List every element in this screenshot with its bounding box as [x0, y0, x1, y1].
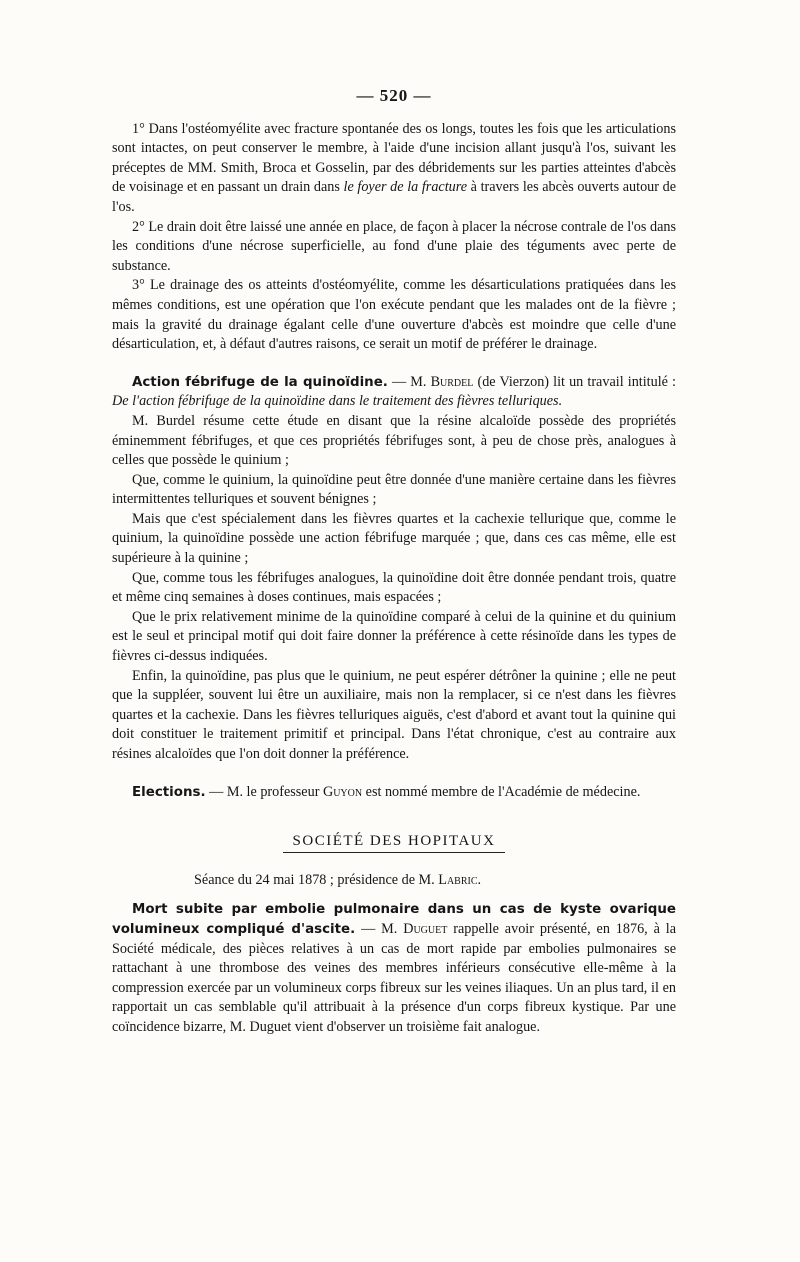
mort-heading: Mort subite par embolie pulmonaire dans un cas de kyste ovarique volumineux compliqué d'ascite.: [112, 902, 676, 937]
action-work-title: De l'action fébrifuge de la quinoïdine dans le traitement des fièvres telluriques.: [112, 393, 563, 410]
mort-body: rappelle avoir présenté, en 1876, à la Société médicale, des pièces relatives à un cas de mort rapide par embolies pulmonaires se rattachant à une thrombose des veines des membres inférieurs consécutive elle-même à la compression exercée par un volumineux corps fibreux sur les veines iliaques. Un an plus tard, il en rapportait un cas semblable qu'il attribuait à la présence d'un corps fibreux kystique. Par une coïncidence bizarre, M. Duguet vient d'observer un troisième fait analogue.: [112, 920, 677, 1035]
section-title-text: SOCIÉTÉ DES HOPITAUX: [283, 832, 506, 853]
para-1-lead: 1° Dans l'ostéomyélite avec fracture spontanée des os longs, toutes les fois que les articulations sont intactes, on peut conserver le membre, à l'aide d'une incision allant jusqu'à l'os, suivant les préceptes de MM. Smith, Broca et Gosselin, par des débridements sur les parties atteintes d'abcès de voisinage et en passant un drain dans: [112, 120, 676, 196]
seance-text: Séance du 24 mai 1878 ; présidence de M.: [194, 871, 439, 888]
text-column: [112, 86, 676, 1038]
elections-rest: est nommé membre de l'Académie de médecine.: [362, 783, 641, 800]
elections-paragraph: [112, 783, 676, 803]
action-paragraph-5: Que le prix relativement minime de la quinoïdine comparé à celui de la quinine et du quinium est le seul et principal motif qui doit faire donner la préférence à cette résinoïde dans les types de fièvres ci-dessus indiquées.: [112, 608, 676, 665]
paragraph-osteomyelite-3: 3° Le drainage des os atteints d'ostéomyélite, comme les désarticulations pratiquées dans les mêmes conditions, est une opération que l'on exécute pendant que les malades ont de la fièvre ; mais la gravité du drainage égalant celle d'une ouverture d'abcès est moindre que celle d'une désarticulation, et, à défaut d'autres raisons, ce serait un motif de préférer le drainage.: [112, 277, 676, 353]
action-paragraph-6: Enfin, la quinoïdine, pas plus que le quinium, ne peut espérer détrôner la quinine ; elle ne peut que la suppléer, souvent lui être un auxiliaire, mais non la remplacer, si ce n'est dans les fièvres quartes et la cachexie. Dans les fièvres telluriques aiguës, c'est d'abord et avant tout la quinine qui doit constituer le traitement primitif et principal. Dans l'état chronique, c'est au contraire aux résines alcaloïdes que l'on doit donner la préférence.: [112, 667, 676, 762]
paragraph-osteomyelite-1: [112, 120, 676, 218]
para-1-tail: à travers les abcès ouverts autour de l'os.: [112, 179, 676, 215]
mort-dash: — M.: [355, 920, 404, 937]
para-1-emphasis: le foyer de la fracture: [343, 179, 468, 196]
action-heading: Action fébrifuge de la quinoïdine.: [132, 374, 388, 390]
section-title: [112, 832, 676, 853]
seance-line: [112, 871, 676, 891]
action-dash: — M.: [387, 373, 431, 390]
seance-president: Labric: [438, 871, 478, 888]
page-number: — 520 —: [356, 86, 432, 105]
seance-end: .: [477, 871, 482, 888]
action-author: Burdel: [430, 373, 474, 390]
action-paragraph-3: Mais que c'est spécialement dans les fièvres quartes et la cachexie tellurique que, comme le quinium, la quinoïdine possède une action fébrifuge marquée ; que, dans ces cas même, elle est supérieure à la quinine ;: [112, 510, 676, 567]
paragraph-osteomyelite-2: 2° Le drain doit être laissé une année en place, de façon à placer la nécrose contrale de l'os dans les conditions d'une nécrose superficielle, au fond d'une plaie des téguments avec perte de substance.: [112, 218, 676, 274]
action-paragraph-2: Que, comme le quinium, la quinoïdine peut être donnée d'une manière certaine dans les fièvres intermittentes telluriques et souvent bénignes ;: [112, 471, 676, 508]
mort-subite-paragraph: [112, 900, 676, 1037]
elections-heading: Elections.: [132, 784, 206, 800]
action-paragraph-4: Que, comme tous les fébrifuges analogues, la quinoïdine doit être donnée pendant trois, quatre et même cinq semaines à doses continues, mais espacées ;: [112, 569, 676, 606]
elections-dash: — M. le professeur: [205, 783, 323, 800]
mort-author: Duguet: [403, 920, 448, 937]
action-paragraph-1: M. Burdel résume cette étude en disant que la résine alcaloïde possède des propriétés éminemment fébrifuges, et que ces propriétés fébrifuges sont, à peu de chose près, analogues à celles que possède le quinium ;: [112, 412, 676, 469]
action-intro-text: (de Vierzon) lit un travail intitulé :: [473, 373, 676, 390]
elections-name: Guyon: [322, 783, 363, 800]
action-febrifuge-intro: [112, 373, 676, 412]
